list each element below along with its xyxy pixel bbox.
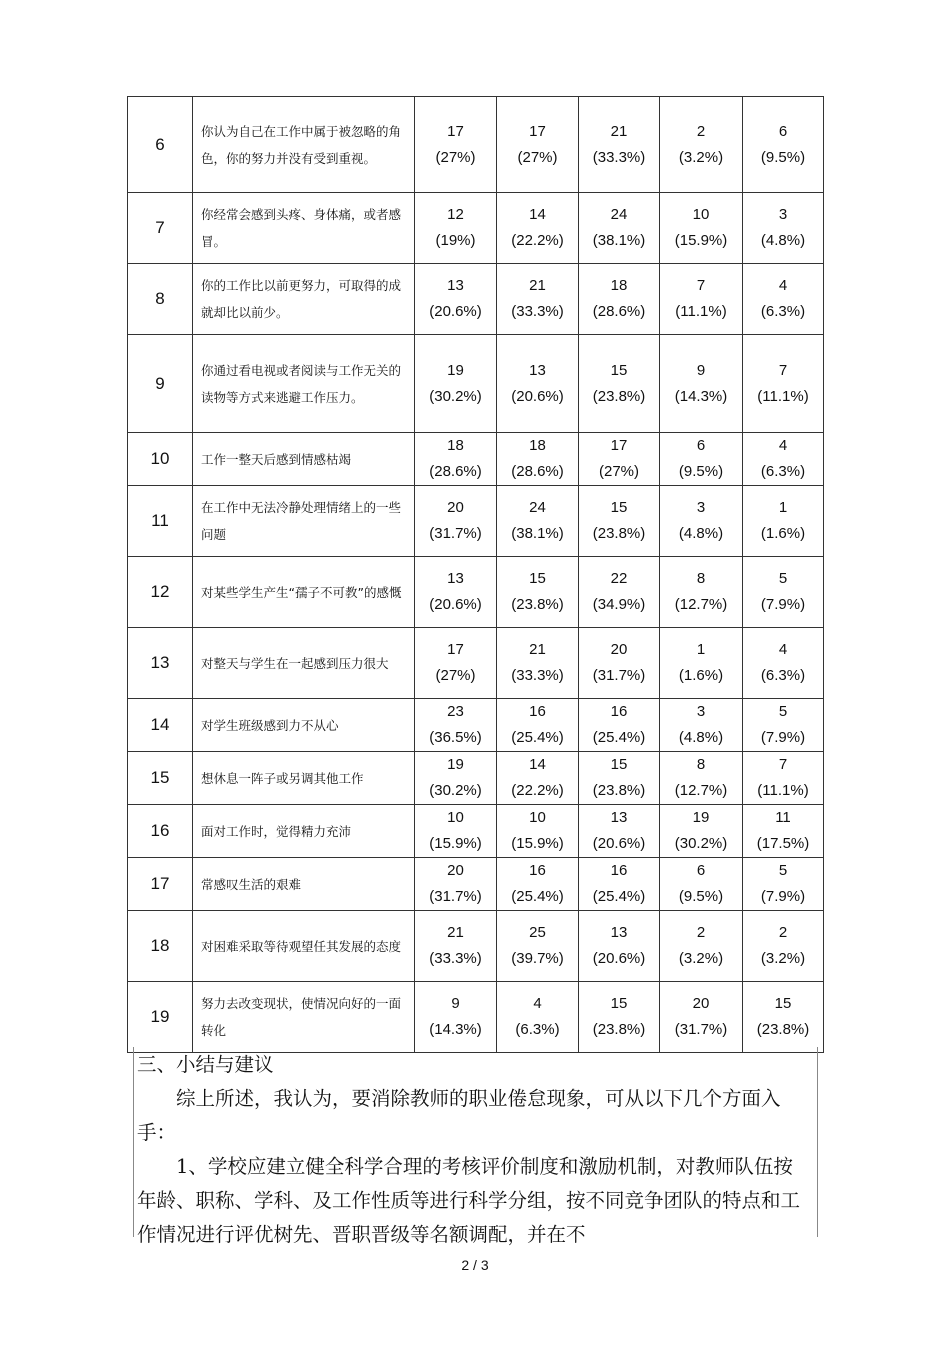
- question-text: 对某些学生产生“孺子不可教”的感慨: [193, 557, 415, 628]
- response-percent: (25.4%): [511, 888, 564, 905]
- response-cell: [743, 858, 824, 911]
- item-number: 16: [128, 805, 193, 858]
- response-cell: [743, 193, 824, 264]
- question-text: 在工作中无法冷静处理情绪上的一些问题: [193, 486, 415, 557]
- response-cell: [660, 911, 743, 982]
- table-row: [128, 486, 824, 557]
- item-number: 10: [128, 433, 193, 486]
- response-cell: [497, 97, 579, 193]
- response-count: 19: [692, 809, 710, 826]
- response-count: 3: [696, 703, 706, 720]
- question-text: 你的工作比以前更努力，可取得的成就却比以前少。: [193, 264, 415, 335]
- response-cell: [415, 805, 497, 858]
- response-count: 10: [529, 809, 546, 826]
- response-percent: (23.8%): [511, 596, 564, 613]
- page-number: 2 / 3: [461, 1257, 489, 1273]
- response-percent: (25.4%): [511, 729, 564, 746]
- question-text: 对整天与学生在一起感到压力很大: [193, 628, 415, 699]
- item-number: 14: [128, 699, 193, 752]
- response-percent: (14.3%): [674, 387, 728, 405]
- response-percent: (11.1%): [757, 782, 809, 799]
- response-cell: [660, 557, 743, 628]
- response-cell: [579, 335, 660, 433]
- table-row: [128, 805, 824, 858]
- response-percent: (33.3%): [592, 148, 646, 166]
- item-number: 15: [128, 752, 193, 805]
- response-cell: [415, 193, 497, 264]
- response-count: 2: [778, 924, 788, 941]
- response-count: 5: [778, 703, 788, 720]
- response-count: 8: [696, 756, 706, 773]
- response-cell: [660, 486, 743, 557]
- response-count: 4: [778, 277, 788, 294]
- response-count: 13: [447, 570, 464, 587]
- response-cell: [579, 433, 660, 486]
- response-count: 13: [610, 924, 628, 941]
- response-cell: [743, 486, 824, 557]
- response-count: 15: [610, 361, 628, 379]
- survey-table: [127, 96, 824, 1053]
- response-cell: [415, 557, 497, 628]
- response-cell: [497, 433, 579, 486]
- response-percent: (27%): [598, 463, 639, 480]
- response-count: 19: [447, 361, 464, 379]
- response-cell: [579, 911, 660, 982]
- response-percent: (20.6%): [592, 835, 646, 852]
- response-percent: (3.2%): [760, 950, 806, 967]
- response-count: 4: [778, 641, 788, 658]
- response-cell: [660, 699, 743, 752]
- response-cell: [497, 858, 579, 911]
- response-cell: [743, 752, 824, 805]
- table-row: [128, 97, 824, 193]
- question-text: 你通过看电视或者阅读与工作无关的读物等方式来逃避工作压力。: [193, 335, 415, 433]
- question-text: 工作一整天后感到情感枯竭: [193, 433, 415, 486]
- question-text: 面对工作时，觉得精力充沛: [193, 805, 415, 858]
- response-percent: (27%): [517, 148, 558, 166]
- response-percent: (6.3%): [760, 303, 806, 320]
- response-cell: [660, 97, 743, 193]
- response-cell: [497, 699, 579, 752]
- response-cell: [743, 628, 824, 699]
- item-number: 7: [128, 193, 193, 264]
- response-cell: [415, 699, 497, 752]
- response-cell: [579, 858, 660, 911]
- response-cell: [415, 858, 497, 911]
- response-count: 23: [447, 703, 464, 720]
- response-cell: [579, 982, 660, 1053]
- response-count: 1: [778, 499, 788, 516]
- response-count: 17: [610, 437, 628, 454]
- response-percent: (23.8%): [592, 1021, 646, 1038]
- response-count: 11: [775, 809, 791, 826]
- response-percent: (33.3%): [511, 667, 564, 684]
- response-percent: (22.2%): [511, 782, 564, 799]
- response-count: 8: [696, 570, 706, 587]
- table-row: [128, 433, 824, 486]
- response-cell: [660, 433, 743, 486]
- response-count: 6: [778, 122, 788, 140]
- question-text: 对困难采取等待观望任其发展的态度: [193, 911, 415, 982]
- response-percent: (38.1%): [592, 232, 646, 249]
- response-percent: (23.8%): [592, 782, 646, 799]
- response-count: 7: [696, 277, 706, 294]
- response-cell: [415, 97, 497, 193]
- response-count: 14: [529, 206, 546, 223]
- response-count: 9: [451, 995, 460, 1012]
- response-percent: (23.8%): [756, 1021, 810, 1038]
- response-percent: (20.6%): [511, 387, 564, 405]
- response-percent: (39.7%): [511, 950, 564, 967]
- response-cell: [660, 982, 743, 1053]
- response-cell: [415, 486, 497, 557]
- response-cell: [660, 193, 743, 264]
- response-percent: (15.9%): [511, 835, 564, 852]
- table-row: [128, 858, 824, 911]
- response-count: 15: [774, 995, 792, 1012]
- response-percent: (7.9%): [760, 596, 806, 613]
- question-text: 对学生班级感到力不从心: [193, 699, 415, 752]
- response-cell: [743, 805, 824, 858]
- response-percent: (38.1%): [511, 525, 564, 542]
- suggestion-paragraph: 1、学校应建立健全科学合理的考核评价制度和激励机制，对教师队伍按年龄、职称、学科、及工作性质等进行科学分组，按不同竞争团队的特点和工作情况进行评优树先、晋职晋级等名额调配，并在不: [137, 1155, 801, 1246]
- response-percent: (27%): [435, 148, 476, 166]
- response-percent: (31.7%): [429, 525, 482, 542]
- response-cell: [743, 264, 824, 335]
- response-percent: (20.6%): [592, 950, 646, 967]
- response-count: 18: [447, 437, 464, 454]
- response-count: 16: [610, 703, 628, 720]
- table-row: [128, 264, 824, 335]
- response-percent: (22.2%): [511, 232, 564, 249]
- table-row: [128, 628, 824, 699]
- response-percent: (3.2%): [678, 950, 724, 967]
- response-count: 13: [610, 809, 628, 826]
- question-text: 你认为自己在工作中属于被忽略的角色，你的努力并没有受到重视。: [193, 97, 415, 193]
- response-percent: (6.3%): [760, 463, 806, 480]
- table-row: [128, 752, 824, 805]
- frame-line-left: [133, 1047, 134, 1237]
- response-count: 24: [610, 206, 628, 223]
- response-percent: (27%): [435, 667, 476, 684]
- response-count: 16: [529, 703, 546, 720]
- response-count: 21: [447, 924, 464, 941]
- response-cell: [497, 486, 579, 557]
- response-percent: (14.3%): [429, 1021, 482, 1038]
- response-percent: (15.9%): [674, 232, 728, 249]
- question-text: 努力去改变现状，使情况向好的一面转化: [193, 982, 415, 1053]
- response-cell: [743, 911, 824, 982]
- response-percent: (28.6%): [592, 303, 646, 320]
- response-cell: [497, 752, 579, 805]
- item-number: 11: [128, 486, 193, 557]
- response-cell: [497, 628, 579, 699]
- response-cell: [579, 699, 660, 752]
- response-cell: [415, 433, 497, 486]
- table-row: [128, 699, 824, 752]
- response-count: 7: [778, 756, 788, 773]
- response-cell: [743, 433, 824, 486]
- response-cell: [415, 628, 497, 699]
- response-cell: [660, 805, 743, 858]
- response-count: 25: [529, 924, 546, 941]
- response-cell: [415, 264, 497, 335]
- response-count: 5: [778, 570, 788, 587]
- response-cell: [579, 805, 660, 858]
- response-percent: (15.9%): [429, 835, 482, 852]
- response-count: 10: [692, 206, 710, 223]
- response-cell: [660, 858, 743, 911]
- response-count: 22: [610, 570, 628, 587]
- response-cell: [497, 193, 579, 264]
- response-percent: (17.5%): [756, 835, 810, 852]
- response-percent: (11.1%): [675, 303, 727, 320]
- response-count: 15: [610, 995, 628, 1012]
- response-count: 2: [696, 122, 706, 140]
- response-percent: (31.7%): [674, 1021, 728, 1038]
- response-cell: [660, 264, 743, 335]
- response-percent: (9.5%): [678, 463, 724, 480]
- response-percent: (9.5%): [760, 148, 806, 166]
- response-cell: [497, 911, 579, 982]
- response-percent: (12.7%): [674, 596, 728, 613]
- response-count: 17: [529, 122, 546, 140]
- response-count: 6: [696, 862, 706, 879]
- response-count: 16: [610, 862, 628, 879]
- response-count: 20: [610, 641, 628, 658]
- response-count: 13: [447, 277, 464, 294]
- response-percent: (34.9%): [592, 596, 646, 613]
- response-count: 19: [447, 756, 464, 773]
- response-cell: [579, 752, 660, 805]
- response-count: 21: [529, 277, 546, 294]
- table-row: [128, 982, 824, 1053]
- response-count: 24: [529, 499, 546, 516]
- table-row: [128, 557, 824, 628]
- response-cell: [497, 557, 579, 628]
- response-percent: (20.6%): [429, 303, 482, 320]
- response-count: 15: [610, 499, 628, 516]
- response-percent: (23.8%): [592, 525, 646, 542]
- response-percent: (20.6%): [429, 596, 482, 613]
- response-count: 2: [696, 924, 706, 941]
- response-percent: (23.8%): [592, 387, 646, 405]
- response-percent: (31.7%): [592, 667, 646, 684]
- response-cell: [497, 982, 579, 1053]
- response-count: 17: [447, 641, 464, 658]
- response-cell: [415, 752, 497, 805]
- response-percent: (6.3%): [760, 667, 806, 684]
- response-percent: (28.6%): [429, 463, 482, 480]
- response-percent: (30.2%): [674, 835, 728, 852]
- response-count: 9: [696, 361, 706, 379]
- response-percent: (1.6%): [760, 525, 806, 542]
- response-percent: (3.2%): [678, 148, 724, 166]
- response-percent: (7.9%): [760, 729, 806, 746]
- response-percent: (4.8%): [678, 729, 724, 746]
- item-number: 17: [128, 858, 193, 911]
- response-cell: [497, 264, 579, 335]
- response-percent: (33.3%): [511, 303, 564, 320]
- response-count: 21: [529, 641, 546, 658]
- summary-section: [137, 1048, 807, 1252]
- response-count: 3: [696, 499, 706, 516]
- response-percent: (12.7%): [674, 782, 728, 799]
- response-cell: [579, 557, 660, 628]
- item-number: 13: [128, 628, 193, 699]
- response-count: 20: [692, 995, 710, 1012]
- response-cell: [660, 752, 743, 805]
- response-count: 12: [447, 206, 464, 223]
- response-count: 10: [447, 809, 464, 826]
- response-count: 20: [447, 862, 464, 879]
- response-count: 16: [529, 862, 546, 879]
- response-percent: (11.1%): [757, 387, 809, 405]
- question-text: 你经常会感到头疼、身体痛，或者感冒。: [193, 193, 415, 264]
- response-percent: (4.8%): [760, 232, 806, 249]
- question-text: 想休息一阵子或另调其他工作: [193, 752, 415, 805]
- response-count: 18: [610, 277, 628, 294]
- response-count: 1: [696, 641, 706, 658]
- response-percent: (30.2%): [429, 387, 482, 405]
- response-percent: (30.2%): [429, 782, 482, 799]
- response-percent: (28.6%): [511, 463, 564, 480]
- response-count: 14: [529, 756, 546, 773]
- response-cell: [497, 335, 579, 433]
- response-cell: [743, 97, 824, 193]
- response-cell: [743, 557, 824, 628]
- response-percent: (25.4%): [592, 888, 646, 905]
- response-count: 20: [447, 499, 464, 516]
- response-percent: (1.6%): [678, 667, 724, 684]
- response-percent: (33.3%): [429, 950, 482, 967]
- survey-table-body: [128, 97, 824, 1053]
- frame-line-right: [817, 1047, 818, 1237]
- response-cell: [660, 335, 743, 433]
- response-cell: [579, 628, 660, 699]
- response-count: 15: [610, 756, 628, 773]
- response-cell: [579, 264, 660, 335]
- response-cell: [497, 805, 579, 858]
- response-percent: (7.9%): [760, 888, 806, 905]
- response-percent: (25.4%): [592, 729, 646, 746]
- response-count: 5: [778, 862, 788, 879]
- response-percent: (4.8%): [678, 525, 724, 542]
- table-row: [128, 911, 824, 982]
- response-percent: (9.5%): [678, 888, 724, 905]
- item-number: 8: [128, 264, 193, 335]
- response-count: 15: [529, 570, 546, 587]
- response-cell: [415, 911, 497, 982]
- response-cell: [579, 486, 660, 557]
- response-cell: [743, 982, 824, 1053]
- table-row: [128, 193, 824, 264]
- summary-paragraph: 综上所述，我认为，要消除教师的职业倦怠现象，可从以下几个方面入手：: [137, 1087, 781, 1144]
- response-count: 18: [529, 437, 546, 454]
- section-heading: 三、小结与建议: [137, 1053, 274, 1076]
- response-count: 17: [447, 122, 464, 140]
- item-number: 19: [128, 982, 193, 1053]
- response-count: 4: [778, 437, 788, 454]
- response-percent: (6.3%): [515, 1021, 560, 1038]
- response-cell: [743, 335, 824, 433]
- item-number: 12: [128, 557, 193, 628]
- response-count: 7: [778, 361, 788, 379]
- response-count: 6: [696, 437, 706, 454]
- item-number: 6: [128, 97, 193, 193]
- response-cell: [415, 982, 497, 1053]
- response-count: 13: [529, 361, 546, 379]
- response-cell: [743, 699, 824, 752]
- item-number: 18: [128, 911, 193, 982]
- response-percent: (19%): [435, 232, 476, 249]
- response-cell: [660, 628, 743, 699]
- response-count: 21: [610, 122, 628, 140]
- table-row: [128, 335, 824, 433]
- item-number: 9: [128, 335, 193, 433]
- response-percent: (31.7%): [429, 888, 482, 905]
- response-cell: [579, 97, 660, 193]
- response-cell: [579, 193, 660, 264]
- question-text: 常感叹生活的艰难: [193, 858, 415, 911]
- response-count: 4: [533, 995, 542, 1012]
- response-percent: (36.5%): [429, 729, 482, 746]
- response-count: 3: [778, 206, 788, 223]
- response-cell: [415, 335, 497, 433]
